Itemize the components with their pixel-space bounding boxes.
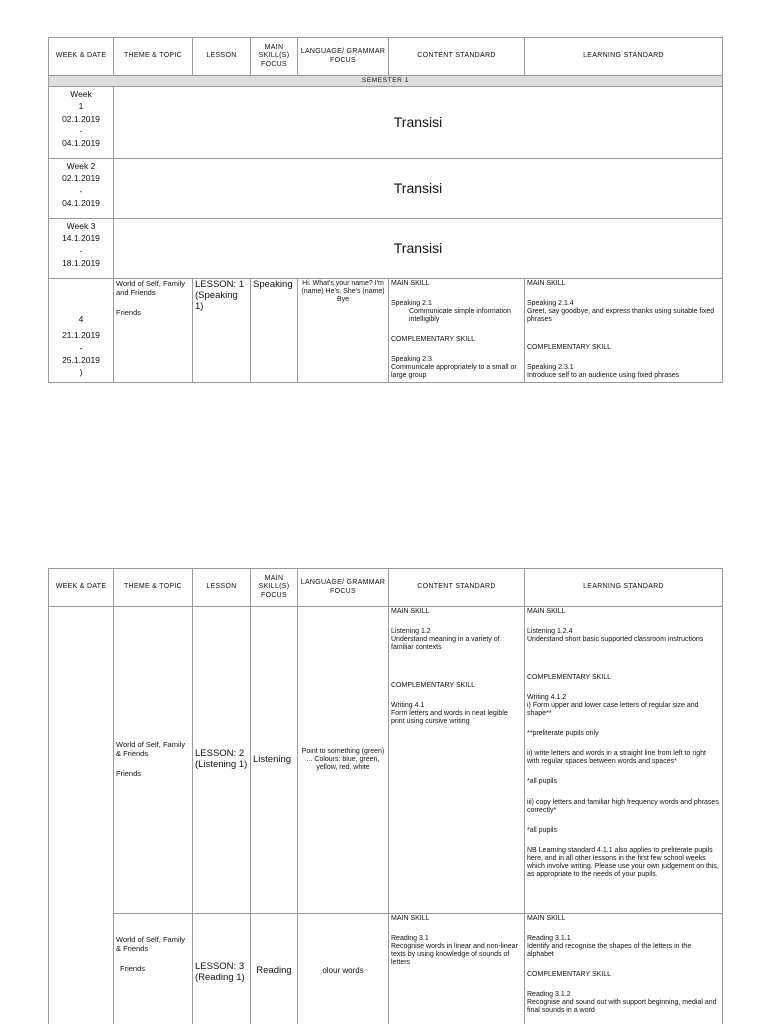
learning-standard-cell xyxy=(525,607,723,914)
standard-text: Recognise and sound out with support beginning, medial and final sounds in a word xyxy=(527,999,717,1015)
topic-text: Friends xyxy=(120,964,146,974)
main-skill-heading: MAIN SKILL xyxy=(527,608,566,615)
skill-cell: Reading xyxy=(251,914,298,1024)
lesson-cell: LESSON: 2 (Listening 1) xyxy=(193,607,251,914)
language-cell: Point to something (green) ... Colours: blue, green, yellow, red, white xyxy=(298,607,389,914)
lesson-cell: LESSON: 1 (Speaking 1) xyxy=(193,279,251,383)
standard-code: Writing 4.1 xyxy=(391,702,425,710)
content-standard-cell xyxy=(389,279,525,383)
week-label: Week xyxy=(70,89,92,99)
standard-text: Recognise words in linear and non-linear texts by using knowledge of sounds of letters xyxy=(391,943,518,967)
start-date: 02.1.2019 xyxy=(62,113,100,124)
week-cell xyxy=(49,607,114,1024)
header-language: LANGUAGE/ GRAMMAR FOCUS xyxy=(298,38,389,76)
main-skill-heading: MAIN SKILL xyxy=(391,280,430,287)
semester-label: SEMESTER 1 xyxy=(49,76,723,87)
standard-text: Communicate simple information intelligibly xyxy=(409,308,511,324)
header-week: WEEK & DATE xyxy=(49,569,114,607)
theme-cell xyxy=(114,914,193,1024)
transition-text: Transisi xyxy=(114,87,723,159)
header-theme: THEME & TOPIC xyxy=(114,569,193,607)
learning-standard-cell xyxy=(525,279,723,383)
theme-text: World of Self, Family & Friends xyxy=(116,740,186,758)
main-skill-heading: MAIN SKILL xyxy=(391,608,430,615)
note-text: iii) copy letters and familiar high frequency words and phrases correctly* xyxy=(527,798,719,814)
standard-code: Speaking 2.3 xyxy=(391,356,432,364)
header-week: WEEK & DATE xyxy=(49,38,114,76)
topic-text: Friends xyxy=(116,308,142,318)
lesson-row-3 xyxy=(49,914,723,1024)
standard-code: Speaking 2.3.1 xyxy=(527,364,574,372)
complementary-heading: COMPLEMENTARY SKILL xyxy=(391,336,476,344)
lesson-row-1 xyxy=(49,279,723,383)
topic-text: Friends xyxy=(116,769,142,779)
standard-text: Understand short basic supported classroom instructions xyxy=(527,636,704,644)
standard-code: Listening 1.2.4 xyxy=(527,628,573,636)
header-language: LANGUAGE/ GRAMMAR FOCUS xyxy=(298,569,389,607)
end-date: 18.1.2019 xyxy=(62,257,100,268)
theme-cell xyxy=(114,279,193,383)
scheme-table-1 xyxy=(48,37,723,383)
transition-row-2 xyxy=(49,159,723,219)
header-main-skill: MAIN SKILL(S) FOCUS xyxy=(251,38,298,76)
week-cell xyxy=(49,279,114,383)
complementary-heading: COMPLEMENTARY SKILL xyxy=(391,682,476,690)
lesson-row-2 xyxy=(49,607,723,914)
end-suffix: ) xyxy=(79,367,83,378)
language-cell: olour words xyxy=(298,914,389,1024)
note-text: *all pupils xyxy=(527,778,557,786)
theme-text: World of Self, Family and Friends xyxy=(116,279,186,297)
date-dash: - xyxy=(79,245,83,256)
transition-row-1 xyxy=(49,87,723,159)
content-standard-cell xyxy=(389,607,525,914)
start-date: 21.1.2019 xyxy=(62,330,100,341)
header-content: CONTENT STANDARD xyxy=(389,38,525,76)
content-standard-cell xyxy=(389,914,525,1024)
standard-code: Listening 1.2 xyxy=(391,628,431,636)
complementary-heading: COMPLEMENTARY SKILL xyxy=(527,344,612,352)
date-dash: - xyxy=(79,185,83,196)
lesson-cell: LESSON: 3 (Reading 1) xyxy=(193,914,251,1024)
week-label: Week 2 xyxy=(66,161,96,171)
learning-standard-cell xyxy=(525,914,723,1024)
skill-cell: Listening xyxy=(251,607,298,914)
end-date: 04.1.2019 xyxy=(62,197,100,208)
standard-text: Introduce self to an audience using fixed phrases xyxy=(527,372,680,380)
week-cell xyxy=(49,219,114,279)
standard-code: Speaking 2.1 xyxy=(391,300,432,308)
transition-row-3 xyxy=(49,219,723,279)
note-text: ii) write letters and words in a straight line from left to right with regular spaces between words and spaces* xyxy=(527,750,706,766)
standard-code: Reading 3.1 xyxy=(391,935,429,943)
note-text: *all pupils xyxy=(527,826,557,834)
complementary-heading: COMPLEMENTARY SKILL xyxy=(527,674,612,682)
semester-row xyxy=(49,76,723,87)
standard-code: Writing 4.1.2 xyxy=(527,694,567,702)
standard-text: i) Form upper and lower case letters of regular size and shape** xyxy=(527,702,699,718)
week-cell xyxy=(49,159,114,219)
standard-text: Identify and recognise the shapes of the letters in the alphabet xyxy=(527,943,692,959)
standard-text: Understand meaning in a variety of familiar contexts xyxy=(391,636,500,652)
date-dash: - xyxy=(79,125,83,136)
date-dash: - xyxy=(79,342,83,353)
header-learning: LEARNING STANDARD xyxy=(525,569,723,607)
standard-text: Greet, say goodbye, and express thanks using suitable fixed phrases xyxy=(527,308,715,324)
header-lesson: LESSON xyxy=(193,569,251,607)
main-skill-heading: MAIN SKILL xyxy=(391,915,430,922)
start-date: 02.1.2019 xyxy=(62,173,100,184)
standard-code: Speaking 2.1.4 xyxy=(527,300,574,308)
header-main-skill: MAIN SKILL(S) FOCUS xyxy=(251,569,298,607)
main-skill-heading: MAIN SKILL xyxy=(527,280,566,287)
header-row xyxy=(49,569,723,607)
end-date: 25.1.2019 xyxy=(62,354,100,365)
standard-code: Reading 3.1.2 xyxy=(527,991,571,999)
start-date: 14.1.2019 xyxy=(62,233,100,244)
transition-text: Transisi xyxy=(114,219,723,279)
week-cell xyxy=(49,87,114,159)
week-number: 4 xyxy=(78,314,84,324)
theme-text: World of Self, Family & Friends xyxy=(116,935,186,953)
transition-text: Transisi xyxy=(114,159,723,219)
note-text: **preliterate pupils only xyxy=(527,730,599,738)
week-label: Week 3 xyxy=(66,221,96,231)
note-text: NB Learning standard 4.1.1 also applies to preliterate pupils here, and in all other lessons in the first few school weeks which involve writing. Please use your own judgement on this, as appropriate to the needs of your pupils. xyxy=(527,846,719,878)
skill-cell: Speaking xyxy=(251,279,298,383)
scheme-table-2 xyxy=(48,568,723,1024)
header-lesson: LESSON xyxy=(193,38,251,76)
standard-text: Form letters and words in neat legible print using cursive writing xyxy=(391,710,508,726)
theme-cell xyxy=(114,607,193,914)
standard-text: Communicate appropriately to a small or large group xyxy=(391,364,517,380)
complementary-heading: COMPLEMENTARY SKILL xyxy=(527,971,612,979)
week-number: 1 xyxy=(78,101,84,112)
header-content: CONTENT STANDARD xyxy=(389,569,525,607)
standard-code: Reading 3.1.1 xyxy=(527,935,571,943)
main-skill-heading: MAIN SKILL xyxy=(527,915,566,922)
header-learning: LEARNING STANDARD xyxy=(525,38,723,76)
header-row xyxy=(49,38,723,76)
language-cell: Hi. What's your name? I'm (name) He's, She's (name) Bye xyxy=(298,279,389,383)
end-date: 04.1.2019 xyxy=(62,138,100,149)
header-theme: THEME & TOPIC xyxy=(114,38,193,76)
